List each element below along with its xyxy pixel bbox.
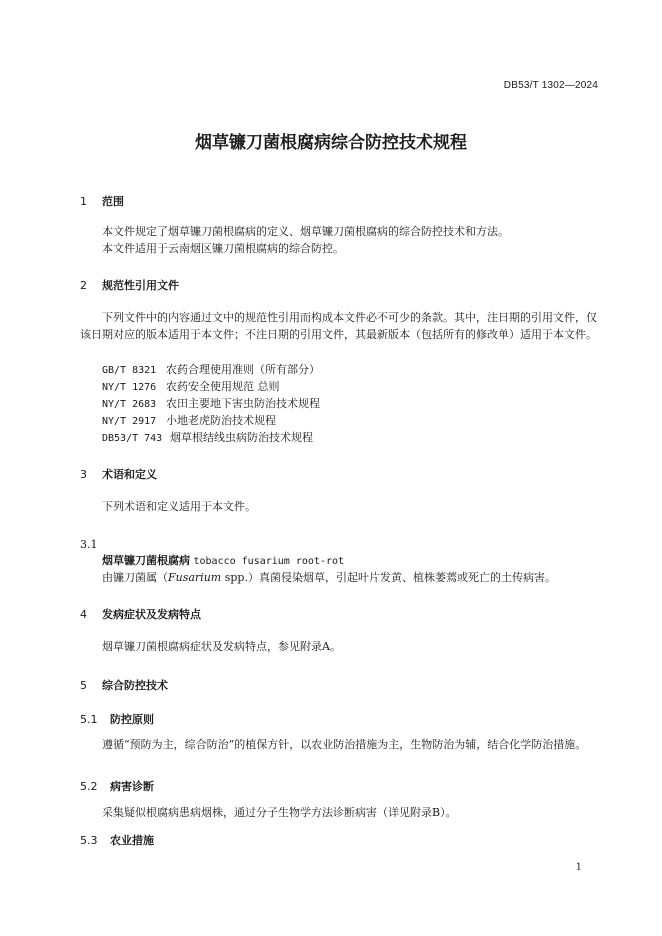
reference-title: 农田主要地下害虫防治技术规程	[166, 397, 320, 410]
subsection-5-3-heading	[80, 832, 154, 848]
section-2-heading	[80, 277, 179, 293]
reference-title: 农药安全使用规范 总则	[166, 380, 280, 393]
section-4-heading	[80, 606, 201, 622]
section-title: 规范性引用文件	[102, 279, 179, 292]
page-number: 1	[575, 862, 582, 873]
paragraph: 本文件规定了烟草镰刀菌根腐病的定义、烟草镰刀菌根腐病的综合防控技术和方法。	[102, 225, 509, 238]
section-title: 发病症状及发病特点	[102, 608, 201, 621]
section-5-heading	[80, 677, 168, 693]
paragraph: 采集疑似根腐病患病烟株，通过分子生物学方法诊断病害（详见附录B）。	[102, 806, 457, 819]
reference-item	[102, 395, 320, 413]
section-number: 4	[80, 608, 87, 621]
paragraph: 下列文件中的内容通过文中的规范性引用而构成本文件必不可少的条款。其中，注日期的引用文件，仅该日期对应的版本适用于本文件；不注日期的引用文件，其最新版本（包括所有的修改单）适用于本文件。	[80, 311, 597, 341]
reference-title: 烟草根结线虫病防治技术规程	[170, 431, 313, 444]
section-1-heading	[80, 193, 124, 209]
subsection-5-1-heading	[80, 711, 154, 727]
reference-code: DB53/T 743	[102, 433, 163, 444]
section-3-heading	[80, 466, 157, 482]
reference-code: NY/T 2917	[102, 416, 157, 427]
section-number: 1	[80, 195, 87, 208]
reference-item	[102, 412, 276, 430]
genus-name: Fusarium	[168, 571, 222, 584]
term-english: tobacco fusarium root-rot	[193, 556, 345, 567]
standard-number: DB53/T 1302—2024	[503, 80, 598, 91]
term-definition	[102, 569, 556, 586]
reference-item	[102, 429, 313, 447]
reference-code: NY/T 1276	[102, 382, 157, 393]
section-title: 范围	[102, 195, 124, 208]
reference-title: 农药合理使用准则（所有部分）	[166, 363, 320, 376]
paragraph: 下列术语和定义适用于本文件。	[102, 500, 256, 513]
term-entry	[102, 552, 344, 570]
reference-code: NY/T 2683	[102, 399, 157, 410]
section-title: 防控原则	[110, 713, 154, 726]
paragraph: 烟草镰刀菌根腐病症状及发病特点，参见附录A。	[102, 640, 341, 653]
term-chinese: 烟草镰刀菌根腐病	[102, 554, 190, 567]
reference-item	[102, 361, 320, 379]
paragraph: 本文件适用于云南烟区镰刀菌根腐病的综合防控。	[102, 242, 344, 255]
section-number: 5.2	[80, 780, 98, 793]
section-title: 术语和定义	[102, 468, 157, 481]
section-number: 5.1	[80, 713, 98, 726]
definition-text: 由镰刀菌属（	[102, 571, 168, 584]
section-number: 2	[80, 279, 87, 292]
document-title: 烟草镰刀菌根腐病综合防控技术规程	[195, 133, 467, 153]
section-title: 综合防控技术	[102, 679, 168, 692]
section-number: 3	[80, 468, 87, 481]
reference-item	[102, 378, 280, 396]
section-title: 病害诊断	[110, 780, 154, 793]
reference-code: GB/T 8321	[102, 365, 157, 376]
section-number: 5	[80, 679, 87, 692]
definition-text: spp.）真菌侵染烟草，引起叶片发黄、植株萎蔫或死亡的土传病害。	[221, 571, 556, 584]
reference-title: 小地老虎防治技术规程	[166, 414, 276, 427]
section-title: 农业措施	[110, 834, 154, 847]
section-number: 5.3	[80, 834, 98, 847]
subsection-5-2-heading	[80, 778, 154, 794]
term-number: 3.1	[80, 538, 98, 551]
paragraph: 遵循“预防为主，综合防治”的植保方针，以农业防治措施为主，生物防治为辅，结合化学防治措施。	[102, 738, 587, 751]
